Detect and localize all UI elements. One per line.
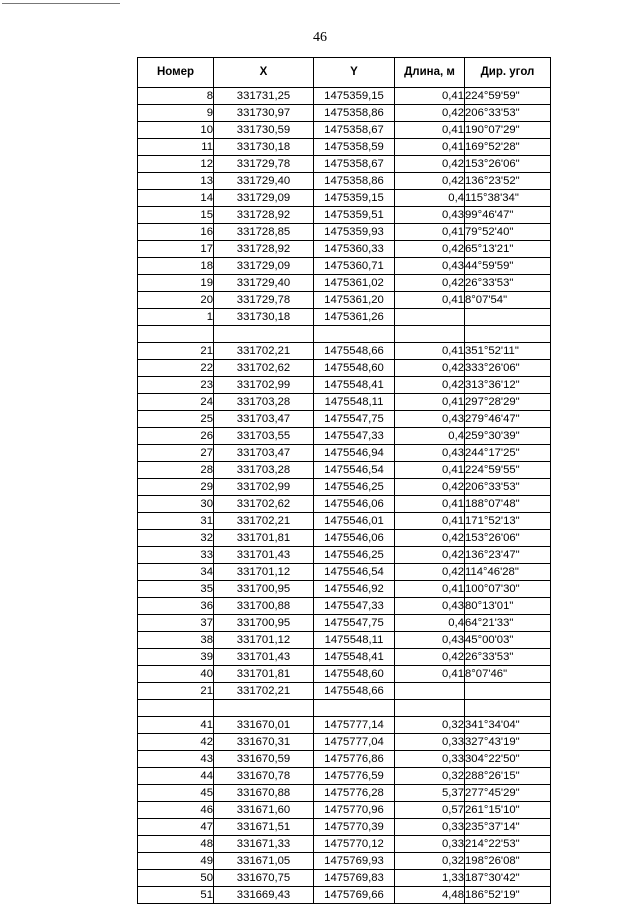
cell-number: 27 bbox=[138, 445, 214, 462]
cell-length: 0,32 bbox=[395, 768, 465, 785]
table-row bbox=[138, 887, 551, 904]
cell-length: 0,42 bbox=[395, 173, 465, 190]
top-edge-line bbox=[2, 0, 120, 4]
cell-number: 16 bbox=[138, 224, 214, 241]
cell-x: 331671,60 bbox=[214, 802, 314, 819]
cell-x: 331703,47 bbox=[214, 411, 314, 428]
cell-angle: 100°07'30" bbox=[465, 581, 551, 598]
cell-x: 331670,59 bbox=[214, 751, 314, 768]
cell-angle: 153°26'06" bbox=[465, 156, 551, 173]
cell-number: 17 bbox=[138, 241, 214, 258]
cell-angle: 327°43'19" bbox=[465, 734, 551, 751]
cell-angle: 187°30'42" bbox=[465, 870, 551, 887]
cell-length: 0,42 bbox=[395, 360, 465, 377]
cell-length: 0,42 bbox=[395, 275, 465, 292]
cell-length: 4,48 bbox=[395, 887, 465, 904]
cell-x: 331729,78 bbox=[214, 292, 314, 309]
cell-x: 331671,51 bbox=[214, 819, 314, 836]
cell-number: 47 bbox=[138, 819, 214, 836]
cell-angle bbox=[465, 700, 551, 717]
table-row bbox=[138, 581, 551, 598]
table-row bbox=[138, 564, 551, 581]
cell-length: 0,33 bbox=[395, 751, 465, 768]
cell-number: 25 bbox=[138, 411, 214, 428]
table-row bbox=[138, 785, 551, 802]
cell-number: 35 bbox=[138, 581, 214, 598]
cell-number: 38 bbox=[138, 632, 214, 649]
table-row bbox=[138, 547, 551, 564]
cell-length: 0,42 bbox=[395, 547, 465, 564]
cell-number: 22 bbox=[138, 360, 214, 377]
cell-y: 1475548,66 bbox=[314, 683, 395, 700]
cell-x: 331702,21 bbox=[214, 343, 314, 360]
table-row bbox=[138, 343, 551, 360]
cell-length bbox=[395, 309, 465, 326]
cell-angle: 224°59'59" bbox=[465, 88, 551, 105]
cell-number: 32 bbox=[138, 530, 214, 547]
cell-angle: 99°46'47" bbox=[465, 207, 551, 224]
table-row bbox=[138, 598, 551, 615]
cell-x: 331730,18 bbox=[214, 139, 314, 156]
cell-x: 331701,81 bbox=[214, 530, 314, 547]
cell-y: 1475776,59 bbox=[314, 768, 395, 785]
cell-y: 1475546,94 bbox=[314, 445, 395, 462]
cell-length: 0,41 bbox=[395, 462, 465, 479]
table-row bbox=[138, 241, 551, 258]
table-row bbox=[138, 411, 551, 428]
table-row bbox=[138, 445, 551, 462]
cell-y: 1475769,83 bbox=[314, 870, 395, 887]
cell-length: 0,41 bbox=[395, 343, 465, 360]
header-angle: Дир. угол bbox=[465, 58, 551, 88]
cell-length: 0,33 bbox=[395, 836, 465, 853]
cell-angle: 297°28'29" bbox=[465, 394, 551, 411]
cell-number: 34 bbox=[138, 564, 214, 581]
cell-angle: 304°22'50" bbox=[465, 751, 551, 768]
cell-y: 1475546,54 bbox=[314, 462, 395, 479]
cell-number: 39 bbox=[138, 649, 214, 666]
cell-angle: 44°59'59" bbox=[465, 258, 551, 275]
table-row bbox=[138, 139, 551, 156]
cell-number: 50 bbox=[138, 870, 214, 887]
table-row bbox=[138, 105, 551, 122]
cell-angle: 79°52'40" bbox=[465, 224, 551, 241]
cell-number: 37 bbox=[138, 615, 214, 632]
cell-y: 1475361,02 bbox=[314, 275, 395, 292]
table-row bbox=[138, 479, 551, 496]
cell-x: 331700,95 bbox=[214, 615, 314, 632]
cell-x: 331731,25 bbox=[214, 88, 314, 105]
cell-y: 1475548,11 bbox=[314, 394, 395, 411]
cell-number: 51 bbox=[138, 887, 214, 904]
cell-length: 0,33 bbox=[395, 734, 465, 751]
cell-x: 331702,21 bbox=[214, 683, 314, 700]
cell-length: 0,43 bbox=[395, 445, 465, 462]
cell-length bbox=[395, 700, 465, 717]
cell-number: 10 bbox=[138, 122, 214, 139]
cell-length: 0,41 bbox=[395, 496, 465, 513]
table-row bbox=[138, 530, 551, 547]
cell-y: 1475770,39 bbox=[314, 819, 395, 836]
cell-y: 1475547,33 bbox=[314, 598, 395, 615]
cell-x: 331702,99 bbox=[214, 377, 314, 394]
cell-angle: 136°23'52" bbox=[465, 173, 551, 190]
table-row bbox=[138, 819, 551, 836]
cell-x: 331670,75 bbox=[214, 870, 314, 887]
cell-y: 1475546,06 bbox=[314, 496, 395, 513]
table-row bbox=[138, 258, 551, 275]
cell-angle: 261°15'10" bbox=[465, 802, 551, 819]
cell-angle: 26°33'53" bbox=[465, 275, 551, 292]
cell-x: 331701,12 bbox=[214, 564, 314, 581]
cell-y: 1475547,75 bbox=[314, 615, 395, 632]
cell-x: 331728,92 bbox=[214, 207, 314, 224]
cell-angle: 171°52'13" bbox=[465, 513, 551, 530]
cell-length bbox=[395, 683, 465, 700]
cell-angle: 214°22'53" bbox=[465, 836, 551, 853]
cell-x: 331670,31 bbox=[214, 734, 314, 751]
cell-length: 0,4 bbox=[395, 190, 465, 207]
cell-angle: 333°26'06" bbox=[465, 360, 551, 377]
cell-y: 1475547,75 bbox=[314, 411, 395, 428]
cell-y: 1475359,93 bbox=[314, 224, 395, 241]
cell-length: 0,42 bbox=[395, 105, 465, 122]
table-row bbox=[138, 275, 551, 292]
cell-angle: 288°26'15" bbox=[465, 768, 551, 785]
cell-length: 0,41 bbox=[395, 292, 465, 309]
cell-angle: 341°34'04" bbox=[465, 717, 551, 734]
cell-x: 331729,40 bbox=[214, 275, 314, 292]
cell-number: 21 bbox=[138, 683, 214, 700]
cell-number: 48 bbox=[138, 836, 214, 853]
cell-angle: 65°13'21" bbox=[465, 241, 551, 258]
cell-length: 0,41 bbox=[395, 513, 465, 530]
cell-angle: 8°07'54" bbox=[465, 292, 551, 309]
cell-y: 1475776,28 bbox=[314, 785, 395, 802]
table-row bbox=[138, 870, 551, 887]
table-row bbox=[138, 88, 551, 105]
cell-x: 331730,97 bbox=[214, 105, 314, 122]
cell-y: 1475361,20 bbox=[314, 292, 395, 309]
cell-length: 0,41 bbox=[395, 88, 465, 105]
cell-number: 13 bbox=[138, 173, 214, 190]
table-row bbox=[138, 734, 551, 751]
cell-number: 49 bbox=[138, 853, 214, 870]
cell-x: 331729,09 bbox=[214, 190, 314, 207]
cell-y: 1475548,41 bbox=[314, 377, 395, 394]
cell-length: 0,42 bbox=[395, 479, 465, 496]
table-row bbox=[138, 428, 551, 445]
table-row bbox=[138, 377, 551, 394]
cell-y: 1475358,59 bbox=[314, 139, 395, 156]
cell-x: 331730,59 bbox=[214, 122, 314, 139]
cell-angle: 188°07'48" bbox=[465, 496, 551, 513]
cell-number: 30 bbox=[138, 496, 214, 513]
cell-angle: 235°37'14" bbox=[465, 819, 551, 836]
cell-y: 1475548,11 bbox=[314, 632, 395, 649]
table-row bbox=[138, 513, 551, 530]
cell-length: 0,41 bbox=[395, 666, 465, 683]
table-body bbox=[138, 88, 551, 904]
cell-length: 0,32 bbox=[395, 717, 465, 734]
header-length: Длина, м bbox=[395, 58, 465, 88]
header-y: Y bbox=[314, 58, 395, 88]
cell-length: 0,42 bbox=[395, 377, 465, 394]
cell-y: 1475770,12 bbox=[314, 836, 395, 853]
cell-x: 331671,05 bbox=[214, 853, 314, 870]
table-row bbox=[138, 190, 551, 207]
cell-number: 29 bbox=[138, 479, 214, 496]
cell-angle: 190°07'29" bbox=[465, 122, 551, 139]
cell-angle: 115°38'34" bbox=[465, 190, 551, 207]
table-row bbox=[138, 156, 551, 173]
cell-x: 331670,88 bbox=[214, 785, 314, 802]
cell-number: 12 bbox=[138, 156, 214, 173]
cell-y: 1475770,96 bbox=[314, 802, 395, 819]
cell-y: 1475548,60 bbox=[314, 360, 395, 377]
cell-y: 1475546,25 bbox=[314, 547, 395, 564]
cell-y: 1475359,15 bbox=[314, 190, 395, 207]
cell-number: 21 bbox=[138, 343, 214, 360]
cell-x: 331703,55 bbox=[214, 428, 314, 445]
table-row bbox=[138, 496, 551, 513]
cell-x: 331702,62 bbox=[214, 360, 314, 377]
cell-y: 1475548,41 bbox=[314, 649, 395, 666]
cell-number: 45 bbox=[138, 785, 214, 802]
cell-length: 0,42 bbox=[395, 649, 465, 666]
cell-angle: 198°26'08" bbox=[465, 853, 551, 870]
cell-x: 331703,47 bbox=[214, 445, 314, 462]
table-row bbox=[138, 615, 551, 632]
table-row bbox=[138, 768, 551, 785]
cell-length: 0,43 bbox=[395, 598, 465, 615]
cell-x: 331703,28 bbox=[214, 394, 314, 411]
cell-number: 9 bbox=[138, 105, 214, 122]
cell-x: 331701,81 bbox=[214, 666, 314, 683]
cell-angle: 186°52'19" bbox=[465, 887, 551, 904]
cell-length: 5,37 bbox=[395, 785, 465, 802]
cell-length: 0,33 bbox=[395, 819, 465, 836]
cell-angle: 244°17'25" bbox=[465, 445, 551, 462]
cell-x: 331670,78 bbox=[214, 768, 314, 785]
cell-angle: 206°33'53" bbox=[465, 105, 551, 122]
cell-x: 331729,78 bbox=[214, 156, 314, 173]
table-row bbox=[138, 309, 551, 326]
table-row bbox=[138, 666, 551, 683]
cell-number: 33 bbox=[138, 547, 214, 564]
cell-number: 43 bbox=[138, 751, 214, 768]
cell-y: 1475358,67 bbox=[314, 122, 395, 139]
cell-angle: 206°33'53" bbox=[465, 479, 551, 496]
cell-angle bbox=[465, 683, 551, 700]
table-row bbox=[138, 836, 551, 853]
cell-length: 0,4 bbox=[395, 428, 465, 445]
cell-angle bbox=[465, 309, 551, 326]
cell-x: 331702,62 bbox=[214, 496, 314, 513]
table-row bbox=[138, 717, 551, 734]
cell-y: 1475546,01 bbox=[314, 513, 395, 530]
cell-y: 1475360,71 bbox=[314, 258, 395, 275]
cell-angle: 136°23'47" bbox=[465, 547, 551, 564]
cell-y: 1475548,60 bbox=[314, 666, 395, 683]
cell-number: 23 bbox=[138, 377, 214, 394]
cell-x: 331728,92 bbox=[214, 241, 314, 258]
table-row bbox=[138, 683, 551, 700]
cell-x: 331729,40 bbox=[214, 173, 314, 190]
cell-number: 18 bbox=[138, 258, 214, 275]
cell-length: 0,42 bbox=[395, 564, 465, 581]
table-row bbox=[138, 292, 551, 309]
cell-y: 1475546,92 bbox=[314, 581, 395, 598]
cell-y: 1475359,15 bbox=[314, 88, 395, 105]
cell-angle: 64°21'33" bbox=[465, 615, 551, 632]
cell-number: 20 bbox=[138, 292, 214, 309]
table-row bbox=[138, 853, 551, 870]
cell-length: 0,43 bbox=[395, 632, 465, 649]
cell-x: 331700,95 bbox=[214, 581, 314, 598]
cell-length: 0,4 bbox=[395, 615, 465, 632]
table-row bbox=[138, 751, 551, 768]
cell-angle: 279°46'47" bbox=[465, 411, 551, 428]
cell-number: 11 bbox=[138, 139, 214, 156]
cell-y: 1475546,06 bbox=[314, 530, 395, 547]
cell-x bbox=[214, 326, 314, 343]
cell-x bbox=[214, 700, 314, 717]
cell-angle bbox=[465, 326, 551, 343]
cell-y: 1475361,26 bbox=[314, 309, 395, 326]
cell-y: 1475777,04 bbox=[314, 734, 395, 751]
table-row bbox=[138, 360, 551, 377]
cell-number: 26 bbox=[138, 428, 214, 445]
cell-y: 1475769,93 bbox=[314, 853, 395, 870]
cell-x: 331703,28 bbox=[214, 462, 314, 479]
table-row bbox=[138, 700, 551, 717]
cell-number: 40 bbox=[138, 666, 214, 683]
cell-y: 1475360,33 bbox=[314, 241, 395, 258]
table-row bbox=[138, 632, 551, 649]
cell-x: 331702,99 bbox=[214, 479, 314, 496]
cell-number: 46 bbox=[138, 802, 214, 819]
cell-number: 8 bbox=[138, 88, 214, 105]
cell-angle: 351°52'11" bbox=[465, 343, 551, 360]
cell-y: 1475548,66 bbox=[314, 343, 395, 360]
cell-length: 0,43 bbox=[395, 411, 465, 428]
cell-x: 331730,18 bbox=[214, 309, 314, 326]
cell-angle: 224°59'55" bbox=[465, 462, 551, 479]
table-row bbox=[138, 394, 551, 411]
cell-length: 1,33 bbox=[395, 870, 465, 887]
cell-x: 331669,43 bbox=[214, 887, 314, 904]
cell-y: 1475776,86 bbox=[314, 751, 395, 768]
cell-number bbox=[138, 326, 214, 343]
cell-number bbox=[138, 700, 214, 717]
cell-x: 331702,21 bbox=[214, 513, 314, 530]
cell-length: 0,43 bbox=[395, 207, 465, 224]
cell-number: 42 bbox=[138, 734, 214, 751]
cell-length: 0,41 bbox=[395, 224, 465, 241]
cell-y: 1475547,33 bbox=[314, 428, 395, 445]
cell-length: 0,42 bbox=[395, 530, 465, 547]
cell-length: 0,42 bbox=[395, 241, 465, 258]
cell-length bbox=[395, 326, 465, 343]
cell-length: 0,41 bbox=[395, 122, 465, 139]
cell-angle: 313°36'12" bbox=[465, 377, 551, 394]
header-x: X bbox=[214, 58, 314, 88]
cell-number: 31 bbox=[138, 513, 214, 530]
cell-number: 19 bbox=[138, 275, 214, 292]
cell-x: 331729,09 bbox=[214, 258, 314, 275]
cell-y: 1475777,14 bbox=[314, 717, 395, 734]
cell-x: 331701,43 bbox=[214, 649, 314, 666]
header-number: Номер bbox=[138, 58, 214, 88]
cell-angle: 26°33'53" bbox=[465, 649, 551, 666]
cell-number: 24 bbox=[138, 394, 214, 411]
cell-x: 331728,85 bbox=[214, 224, 314, 241]
cell-length: 0,43 bbox=[395, 258, 465, 275]
cell-angle: 259°30'39" bbox=[465, 428, 551, 445]
cell-angle: 277°45'29" bbox=[465, 785, 551, 802]
cell-number: 15 bbox=[138, 207, 214, 224]
cell-number: 1 bbox=[138, 309, 214, 326]
coordinates-table bbox=[137, 57, 551, 904]
cell-length: 0,32 bbox=[395, 853, 465, 870]
cell-y: 1475358,67 bbox=[314, 156, 395, 173]
cell-x: 331701,43 bbox=[214, 547, 314, 564]
cell-number: 14 bbox=[138, 190, 214, 207]
table-row bbox=[138, 173, 551, 190]
cell-y: 1475769,66 bbox=[314, 887, 395, 904]
cell-y: 1475546,54 bbox=[314, 564, 395, 581]
table-row bbox=[138, 462, 551, 479]
table-row bbox=[138, 802, 551, 819]
table-header-row bbox=[138, 58, 551, 88]
cell-number: 28 bbox=[138, 462, 214, 479]
cell-y: 1475546,25 bbox=[314, 479, 395, 496]
cell-angle: 45°00'03" bbox=[465, 632, 551, 649]
cell-number: 36 bbox=[138, 598, 214, 615]
cell-angle: 153°26'06" bbox=[465, 530, 551, 547]
cell-y: 1475358,86 bbox=[314, 105, 395, 122]
cell-y bbox=[314, 326, 395, 343]
cell-x: 331700,88 bbox=[214, 598, 314, 615]
table-row bbox=[138, 224, 551, 241]
cell-x: 331671,33 bbox=[214, 836, 314, 853]
cell-angle: 8°07'46" bbox=[465, 666, 551, 683]
cell-length: 0,57 bbox=[395, 802, 465, 819]
cell-y: 1475359,51 bbox=[314, 207, 395, 224]
cell-angle: 169°52'28" bbox=[465, 139, 551, 156]
cell-x: 331670,01 bbox=[214, 717, 314, 734]
cell-y bbox=[314, 700, 395, 717]
cell-length: 0,41 bbox=[395, 581, 465, 598]
cell-angle: 80°13'01" bbox=[465, 598, 551, 615]
cell-length: 0,41 bbox=[395, 139, 465, 156]
cell-angle: 114°46'28" bbox=[465, 564, 551, 581]
table-row bbox=[138, 122, 551, 139]
cell-number: 41 bbox=[138, 717, 214, 734]
cell-x: 331701,12 bbox=[214, 632, 314, 649]
cell-y: 1475358,86 bbox=[314, 173, 395, 190]
table-row bbox=[138, 207, 551, 224]
page-number: 46 bbox=[313, 30, 327, 45]
cell-number: 44 bbox=[138, 768, 214, 785]
table-row bbox=[138, 649, 551, 666]
cell-length: 0,41 bbox=[395, 394, 465, 411]
cell-length: 0,42 bbox=[395, 156, 465, 173]
table-row bbox=[138, 326, 551, 343]
